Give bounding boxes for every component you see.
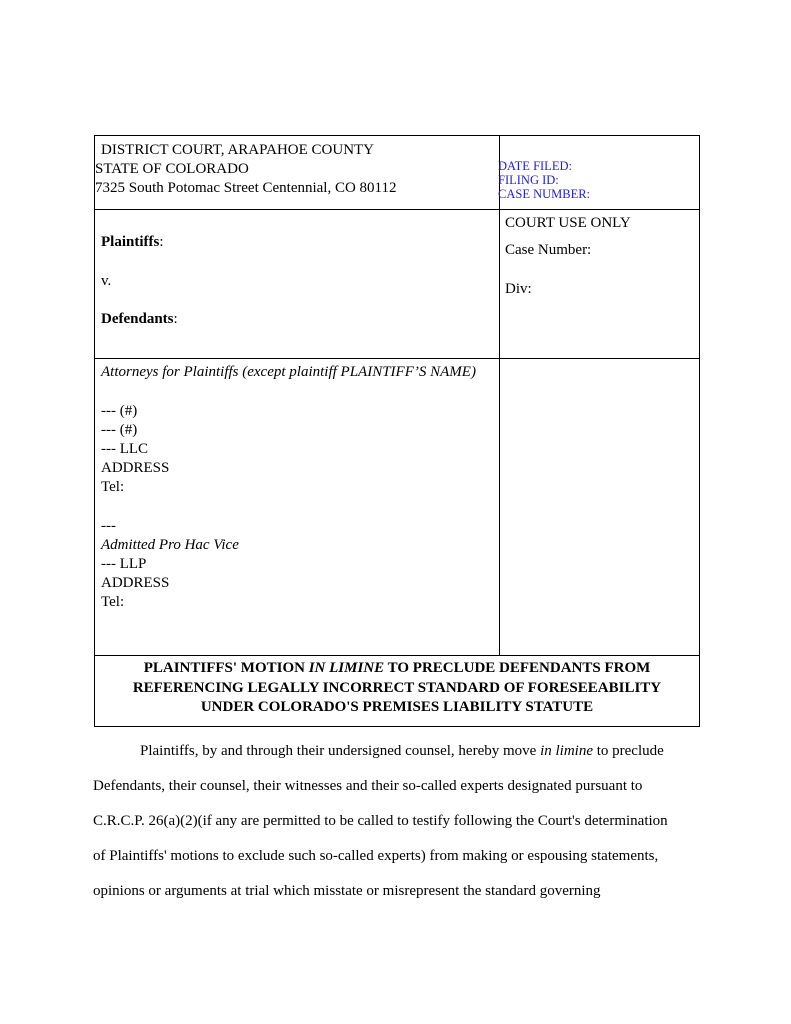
versus-text: v. xyxy=(101,273,112,289)
plaintiffs-line xyxy=(101,233,164,252)
attorney-separator: --- xyxy=(101,518,116,534)
parties-row xyxy=(95,210,699,359)
firm-llp: --- LLP xyxy=(101,556,147,572)
motion-body xyxy=(93,734,703,909)
body-line: C.R.C.P. 26(a)(2)(if any are permitted to be called to testify following the Court's determination xyxy=(93,813,668,829)
court-use-div: Div: xyxy=(505,281,532,297)
defendants-label: Defendants xyxy=(101,311,174,327)
body-line: of Plaintiffs' motions to exclude such so-called experts) from making or espousing statements, xyxy=(93,848,659,864)
title-line-3: UNDER COLORADO'S PREMISES LIABILITY STATUTE xyxy=(200,699,594,715)
firm-tel: Tel: xyxy=(101,594,125,610)
parties-cell xyxy=(95,210,500,358)
firm-address: ADDRESS xyxy=(101,460,170,476)
plaintiffs-label: Plaintiffs xyxy=(101,234,160,250)
title-italic: IN LIMINE xyxy=(308,660,385,676)
pro-hac-vice: Admitted Pro Hac Vice xyxy=(101,537,239,553)
attorneys-heading: Attorneys for Plaintiffs (except plaintiff PLAINTIFF’S NAME) xyxy=(101,364,476,380)
body-line: opinions or arguments at trial which misstate or misrepresent the standard governing xyxy=(93,883,601,899)
firm-address: ADDRESS xyxy=(101,575,170,591)
firm-llc: --- LLC xyxy=(101,441,149,457)
date-filed-label: DATE FILED: xyxy=(498,159,572,173)
body-line xyxy=(93,734,703,769)
court-row xyxy=(95,136,699,210)
filing-id-label: FILING ID: xyxy=(498,173,559,187)
court-use-case-number: Case Number: xyxy=(505,242,592,258)
body-italic: in limine xyxy=(540,743,593,759)
plaintiffs-colon: : xyxy=(159,234,164,250)
title-line-2: REFERENCING LEGALLY INCORRECT STANDARD OF FORESEEABILITY xyxy=(132,679,662,696)
title-row xyxy=(95,656,699,726)
body-text-span: to preclude xyxy=(592,743,664,759)
body-text-span: Plaintiffs, by and through their undersigned counsel, hereby move xyxy=(140,743,541,759)
title-part: PLAINTIFFS' MOTION xyxy=(143,660,309,676)
attorneys-row xyxy=(95,359,699,656)
case-number-stamp-label: CASE NUMBER: xyxy=(498,187,591,201)
motion-title xyxy=(95,656,699,718)
title-line-1 xyxy=(95,659,699,679)
attorney-line: --- (#) xyxy=(101,403,138,419)
body-line: Defendants, their counsel, their witnesses and their so-called experts designated pursuant to xyxy=(93,778,643,794)
court-state: STATE OF COLORADO xyxy=(95,161,249,177)
defendants-line xyxy=(101,310,178,329)
defendants-colon: : xyxy=(173,311,178,327)
court-use-heading: COURT USE ONLY xyxy=(505,215,631,231)
attorneys-blank-cell xyxy=(500,359,699,655)
court-info-cell xyxy=(95,136,500,209)
caption-table xyxy=(94,135,700,727)
filing-stamp-cell xyxy=(500,136,699,209)
court-use-cell xyxy=(500,210,699,358)
court-address: 7325 South Potomac Street Centennial, CO 80112 xyxy=(95,180,397,196)
attorneys-cell xyxy=(95,359,500,655)
court-name: DISTRICT COURT, ARAPAHOE COUNTY xyxy=(101,142,375,158)
title-part: TO PRECLUDE DEFENDANTS FROM xyxy=(384,660,651,676)
firm-tel: Tel: xyxy=(101,479,125,495)
attorney-line: --- (#) xyxy=(101,422,138,438)
